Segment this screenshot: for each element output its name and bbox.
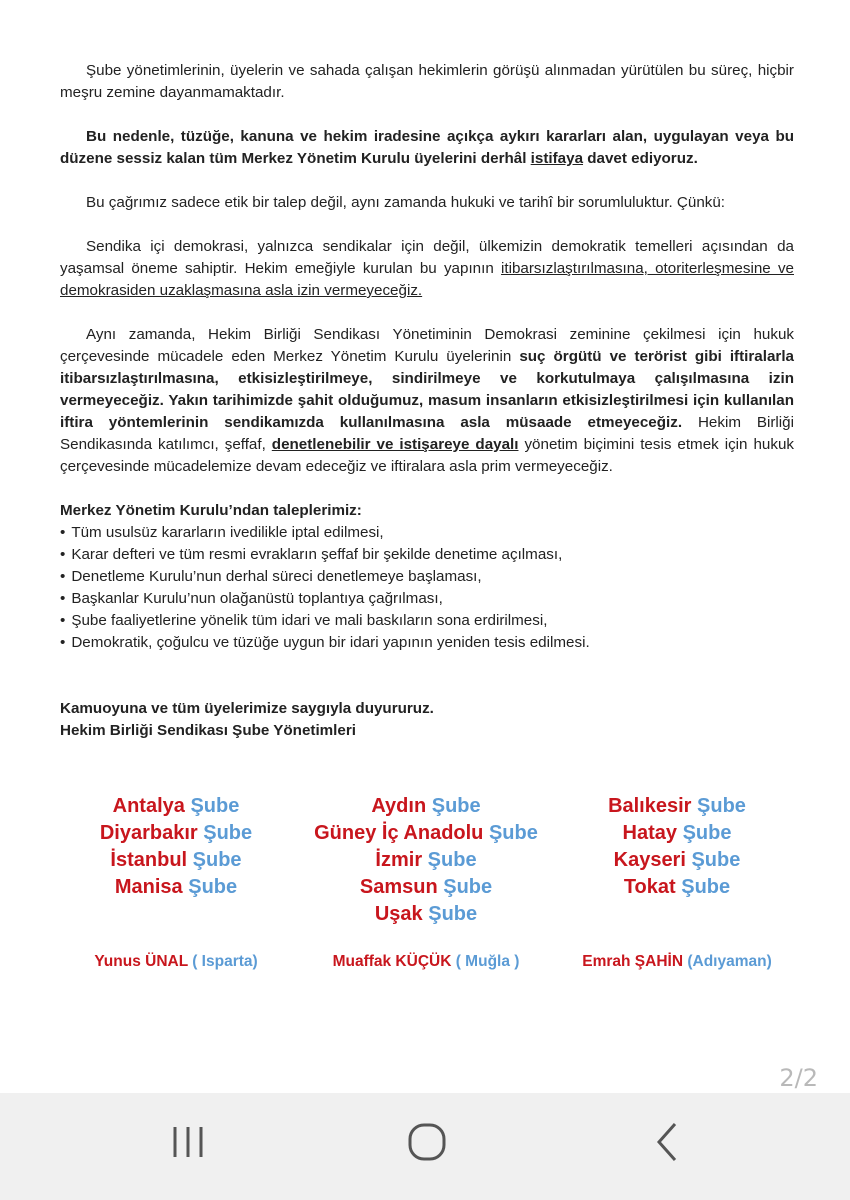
- signer-2: Muaffak KÜÇÜK ( Muğla ): [332, 953, 520, 970]
- home-icon: [405, 1120, 449, 1164]
- closing-line-1: Kamuoyuna ve tüm üyelerimize saygıyla duyururuz.: [60, 700, 434, 717]
- branch-entry: Uşak Şube: [374, 903, 478, 925]
- paragraph-5: Aynı zamanda, Hekim Birliği Sendikası Yönetiminin Demokrasi zeminine çekilmesi için hukuk çerçevesinde mücadele eden Merkez Yönetim Kurulu üyelerinin suç örgütü ve terörist gibi iftiralarla itibarsızlaştırılmasına, etkisizleştirilmeye, sindirilmeye ve korkutulmaya çalışılmasına izin vermeyeceğiz. Yakın tarihimizde şahit olduğumuz, masum insanların etkisizleştirilmesi için kullanılan iftira yöntemlerinin sendikamızda kullanılmasına asla müsaade etmeyeceğiz. Hekim Birliği Sendikasında katılımcı, şeffaf, denetlenebilir ve istişareye dayalı yönetim biçimini tesis etmek için hukuk çerçevesinde mücadelemize devam edeceğiz ve iftiralara asla prim vermeyeceğiz.: [60, 326, 795, 475]
- list-item: • Başkanlar Kurulu’nun olağanüstü toplantıya çağrılması,: [60, 588, 794, 610]
- android-nav-bar: [0, 1093, 850, 1200]
- branch-column-2: [296, 793, 556, 928]
- list-item: • Karar defteri ve tüm resmi evrakların şeffaf bir şekilde denetime açılması,: [60, 544, 794, 566]
- paragraph-4-underlined: itibarsızlaştırılmasına, otoriterleşmesine ve demokrasiden uzaklaşmasına asla izin vermeyeceğiz.: [60, 260, 794, 299]
- branch-entry: İstanbul Şube: [110, 849, 242, 871]
- closing-block: [60, 698, 794, 742]
- list-item: • Tüm usulsüz kararların ivedilikle iptal edilmesi,: [60, 522, 794, 544]
- branch-entry: Samsun Şube: [359, 876, 493, 898]
- branch-entry: Manisa Şube: [114, 876, 238, 898]
- resignation-word: istifaya: [530, 150, 584, 167]
- branch-column-1: [46, 793, 306, 901]
- branch-entry: Balıkesir Şube: [608, 795, 746, 817]
- branch-entry: Antalya Şube: [112, 795, 240, 817]
- branch-entry: Diyarbakır Şube: [99, 822, 253, 844]
- paragraph-4: Sendika içi demokrasi, yalnızca sendikalar için değil, ülkemizin demokratik temelleri açısından da yaşamsal öneme sahiptir. Hekim emeğiyle kurulan bu yapının itibarsızlaştırılmasına, otoriterleşmesine ve demokrasiden uzaklaşmasına asla izin vermeyeceğiz.: [60, 238, 794, 299]
- branch-column-3: [547, 793, 807, 901]
- branch-entry: Hatay Şube: [622, 822, 732, 844]
- demands-title: Merkez Yönetim Kurulu’ndan taleplerimiz:: [60, 502, 362, 519]
- paragraph-2: [60, 126, 794, 170]
- demands-section: [60, 500, 794, 654]
- recent-apps-button[interactable]: [158, 1119, 218, 1165]
- back-button[interactable]: [637, 1119, 697, 1165]
- branch-entry: Güney İç Anadolu Şube: [314, 822, 538, 844]
- document-page: [60, 60, 794, 742]
- list-item: • Denetleme Kurulu’nun derhal süreci denetlemeye başlaması,: [60, 566, 794, 588]
- home-button[interactable]: [397, 1119, 457, 1165]
- list-item: • Şube faaliyetlerine yönelik tüm idari ve mali baskıların sona erdirilmesi,: [60, 610, 794, 632]
- signer-1: Yunus ÜNAL ( Isparta): [94, 953, 258, 970]
- paragraph-2-text: Bu nedenle, tüzüğe, kanuna ve hekim iradesine açıkça aykırı kararları alan, uygulayan veya bu düzene sessiz kalan tüm Merkez Yönetim Kurulu üyelerini derhâl istifaya davet ediyoruz.: [60, 128, 794, 167]
- paragraph-3: Bu çağrımız sadece etik bir talep değil, aynı zamanda hukuki ve tarihî bir sorumluluktur. Çünkü:: [86, 194, 726, 211]
- list-item: • Demokratik, çoğulcu ve tüzüğe uygun bir idari yapının yeniden tesis edilmesi.: [60, 632, 794, 654]
- paragraph-5-underlined: denetlenebilir ve istişareye dayalı: [271, 436, 519, 453]
- page-indicator: 2/2: [779, 1064, 818, 1092]
- back-icon: [647, 1120, 687, 1164]
- recent-apps-icon: [168, 1122, 208, 1162]
- branch-entry: Aydın Şube: [371, 795, 481, 817]
- signer-3: Emrah ŞAHİN (Adıyaman): [582, 953, 772, 970]
- branch-entry: Kayseri Şube: [613, 849, 741, 871]
- paragraph-1: Şube yönetimlerinin, üyelerin ve sahada çalışan hekimlerin görüşü alınmadan yürütülen bu süreç, hiçbir meşru zemine dayanmamaktadır.: [60, 62, 794, 101]
- demand-list: [60, 522, 794, 654]
- branch-entry: Tokat Şube: [623, 876, 731, 898]
- closing-line-2: Hekim Birliği Sendikası Şube Yönetimleri: [60, 722, 356, 739]
- branch-entry: İzmir Şube: [375, 849, 477, 871]
- paragraph-5-bold: suç örgütü ve terörist gibi iftiralarla itibarsızlaştırılmasına, etkisizleştirilmeye, sindirilmeye ve korkutulmaya çalışılmasına izin vermeyeceğiz. Yakın tarihimizde şahit olduğumuz, masum insanların etkisizleştirilmesi için kullanılan iftira yöntemlerinin sendikamızda kullanılmasına asla müsaade etmeyeceğiz.: [60, 348, 794, 431]
